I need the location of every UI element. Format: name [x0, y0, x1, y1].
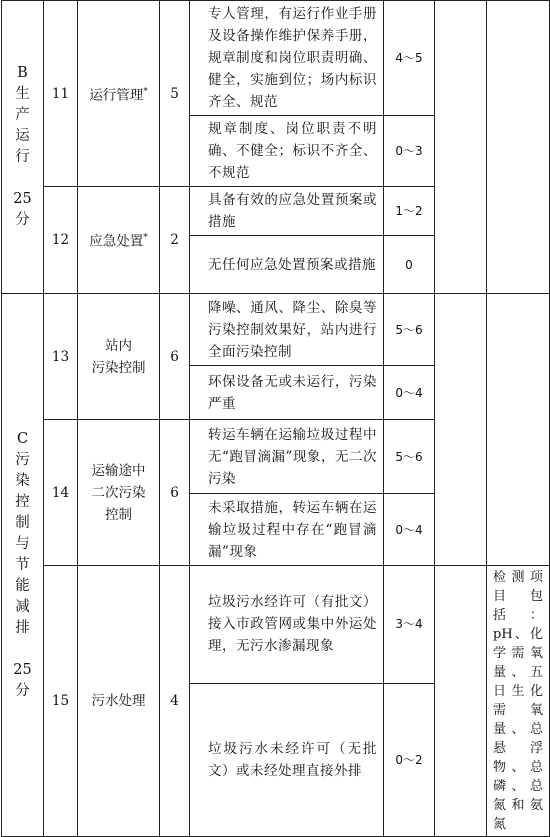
score-range: 0～4: [384, 366, 435, 420]
item-name-line: 控制: [105, 506, 132, 523]
remark-cell: [487, 294, 550, 566]
score-range: 0: [384, 236, 435, 294]
table-row: [2, 1, 550, 116]
criterion-description: 垃圾污水经许可（有批文）接入市政管网或集中外运处理，无污水渗漏现象: [190, 566, 384, 684]
blank-cell: [435, 294, 487, 566]
category-b-cell: [2, 1, 44, 294]
score-range: 5～6: [384, 420, 435, 494]
item-name-line: 二次污染: [91, 484, 146, 501]
item-name-cell: [78, 420, 160, 566]
item-name: 运行管理: [89, 87, 144, 104]
category-c-label: C 污 染 控 制 与 节 能 减 排 25 分: [13, 430, 32, 699]
criterion-description: 具备有效的应急处置预案或措施: [190, 187, 384, 236]
criterion-description: 无任何应急处置预案或措施: [190, 236, 384, 294]
item-name: 污水处理: [78, 566, 160, 837]
table-row: [2, 294, 550, 366]
item-number: 12: [44, 187, 78, 294]
item-number: 14: [44, 420, 78, 566]
category-b-label: B 生 产 运 行 25 分: [13, 65, 32, 228]
score-range: 4～5: [384, 1, 435, 116]
item-score: 4: [160, 566, 190, 837]
score-range: 5～6: [384, 294, 435, 366]
category-c-cell: [2, 294, 44, 837]
item-name-line: 站内: [105, 337, 132, 354]
item-name-line: 污染控制: [91, 359, 146, 376]
item-number: 11: [44, 1, 78, 187]
item-name-cell: [78, 1, 160, 187]
evaluation-table: [1, 0, 550, 837]
score-range: 0～2: [384, 683, 435, 836]
item-score: 6: [160, 420, 190, 566]
criterion-description: 垃圾污水未经许可（无批文）或未经处理直接外排: [190, 683, 384, 836]
remark-cell: [487, 1, 550, 294]
criterion-description: 规章制度、岗位职责不明确、不健全；标识不齐全、不规范: [190, 116, 384, 187]
required-mark: *: [143, 233, 148, 244]
item-number: 15: [44, 566, 78, 837]
criterion-description: 降噪、通风、降尘、除臭等污染控制效果好，站内进行全面污染控制: [190, 294, 384, 366]
item-score: 5: [160, 1, 190, 187]
item-score: 2: [160, 187, 190, 294]
score-range: 0～3: [384, 116, 435, 187]
required-mark: *: [143, 86, 148, 97]
item-number: 13: [44, 294, 78, 420]
score-range: 3～4: [384, 566, 435, 684]
blank-cell: [435, 1, 487, 294]
item-name-cell: [78, 294, 160, 420]
score-range: 0～4: [384, 494, 435, 566]
table-row: [2, 566, 550, 684]
criterion-description: 环保设备无或未运行，污染严重: [190, 366, 384, 420]
remark-text: 检测项目包括：pH、化学需氧量、五日生化需氧量、总悬浮物、总磷、总氮和氨氮: [487, 566, 550, 837]
criterion-description: 专人管理，有运行作业手册及设备操作维护保养手册，规章制度和岗位职责明确、健全，实施到位；场内标识齐全、规范: [190, 1, 384, 116]
item-name: 应急处置: [89, 233, 144, 250]
criterion-description: 未采取措施，转运车辆在运输垃圾过程中存在“跑冒滴漏”现象: [190, 494, 384, 566]
blank-cell: [435, 566, 487, 837]
item-score: 6: [160, 294, 190, 420]
item-name-cell: [78, 187, 160, 294]
item-name-line: 运输途中: [91, 462, 146, 479]
score-range: 1～2: [384, 187, 435, 236]
criterion-description: 转运车辆在运输垃圾过程中无“跑冒滴漏”现象，无二次污染: [190, 420, 384, 494]
